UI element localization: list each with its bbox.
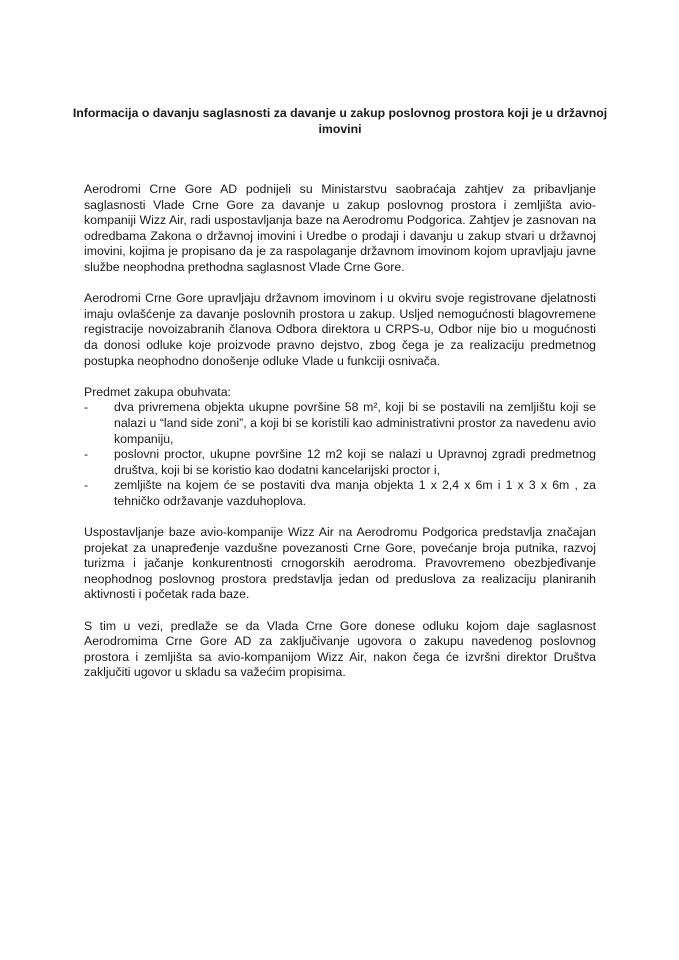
list-bullet: - — [84, 478, 89, 493]
list-item — [84, 478, 596, 509]
body-paragraph: S tim u vezi, predlaže se da Vlada Crne Gore donese odluku kojom daje saglasnost Aerodromima Crne Gore AD za zaključivanje ugovora o zakupu navedenog poslovnog prostora i zemljišta sa avio-kompanijom Wizz Air, nakon čega će izvršni direktor Društva zaključiti ugovor u skladu sa važećim propisima. — [84, 618, 596, 680]
document-title: Informacija o davanju saglasnosti za davanje u zakup poslovnog prostora koji je u državnoj imovini — [72, 106, 608, 136]
body-paragraph: Aerodromi Crne Gore AD podnijeli su Ministarstvu saobraćaja zahtjev za pribavljanje saglasnosti Vlade Crne Gore za davanje u zakup poslovnog prostora i zemljišta avio-kompaniji Wizz Air, radi uspostavljanja baze na Aerodromu Podgorica. Zahtjev je zasnovan na odredbama Zakona o državnoj imovini i Uredbe o prodaji i davanju u zakup stvari u državnoj imovini, kojima je propisano da je za raspolaganje državnom imovinom kojom upravljaju javne službe neophodna prethodna saglasnost Vlade Crne Gore. — [84, 182, 596, 274]
subject-intro: Predmet zakupa obuhvata: — [84, 384, 231, 399]
document-body — [84, 182, 596, 697]
list-item-text: poslovni proctor, ukupne površine 12 m2 koji se nalazi u Upravnoj zgradi predmetnog društva, koji bi se koristio kao dodatni kancelarijski proctor i, — [114, 447, 596, 477]
list-bullet: - — [84, 447, 89, 462]
list-item — [84, 447, 596, 478]
list-item-text: zemljište na kojem će se postaviti dva manja objekta 1 x 2,4 x 6m i 1 x 3 x 6m , za tehničko održavanje vazduhoplova. — [114, 478, 596, 508]
body-paragraph: Aerodromi Crne Gore upravljaju državnom imovinom i u okviru svoje registrovane djelatnosti imaju ovlašćenje za davanje poslovnih prostora u zakup. Usljed nemogućnosti blagovremene registracije novoizabranih članova Odbora direktora u CRPS-u, Odbor nije bio u mogućnosti da donosi odluke koje proizvode pravno dejstvo, zbog čega je za realizaciju predmetnog postupka neophodno donošenje odluke Vlade u funkciji osnivača. — [84, 291, 596, 368]
list-item — [84, 400, 596, 447]
body-paragraph: Uspostavljanje baze avio-kompanije Wizz Air na Aerodromu Podgorica predstavlja značajan projekat za unapređenje vazdušne povezanosti Crne Gore, povećanje broja putnika, razvoj turizma i jačanje konkurentnosti crnogorskih aerodroma. Pravovremeno obezbjeđivanje neophodnog poslovnog prostora predstavlja jedan od preduslova za realizaciju planiranih aktivnosti i početak rada baze. — [84, 525, 596, 602]
subject-list — [84, 400, 596, 509]
list-item-text: dva privremena objekta ukupne površine 58 m², koji bi se postavili na zemljištu koji se nalazi u “land side zoni”, a koji bi se koristili kao administrativni prostor za navedenu avio kompaniju, — [114, 400, 596, 446]
list-bullet: - — [84, 400, 89, 415]
